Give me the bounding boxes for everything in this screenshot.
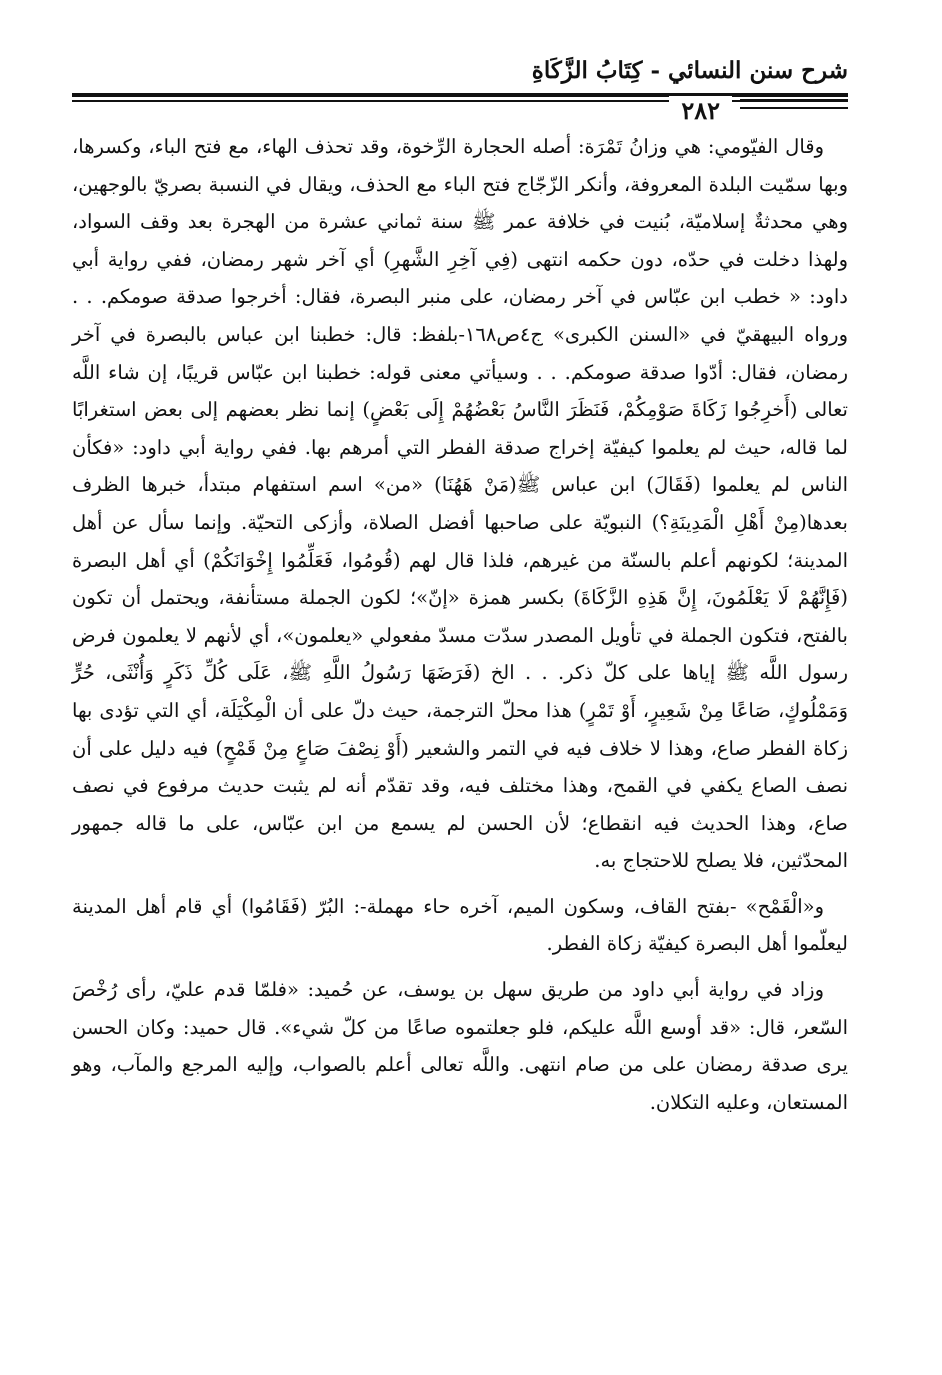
page-number: ٢٨٢ <box>669 96 732 126</box>
paragraph: وقال الفيّومي: هي وزانُ تَمْرَة: أصله الحجارة الرِّخوة، وقد تحذف الهاء، مع فتح الباء، وكسرها، وبها سمّيت البلدة المعروفة، وأنكر الزّجّاج فتح الباء مع الحذف، ويقال في النسبة بصريّ بالوجهين، وهي محدثةٌ إسلاميّة، بُنيت في خلافة عمر ﷺ سنة ثماني عشرة من الهجرة بعد وقف السواد، ولهذا دخلت في حدّه، دون حكمه انتهى (فِي آخِرِ الشَّهرِ) أي آخر شهر رمضان، ففي رواية أبي داود: « خطب ابن عبّاس في آخر رمضان، على منبر البصرة، فقال: أخرجوا صدقة صومكم. . . ورواه البيهقيّ في «السنن الكبرى» ج٤ص١٦٨-بلفظ: قال: خطبنا ابن عباس بالبصرة في آخر رمضان، فقال: أدّوا صدقة صومكم. . . وسيأتي معنى قوله: خطبنا ابن عبّاس قريبًا، إن شاء اللَّه تعالى (أَخرِجُوا زَكَاةَ صَوْمِكُمْ، فَنَظَرَ النَّاسُ بَعْضُهُمْ إِلَى بَعْضٍ) إنما نظر بعضهم إلى بعض استغرابًا لما قاله، حيث لم يعلموا كيفيّة إخراج صدقة الفطر التي أمرهم بها. ففي رواية أبي داود: «فكأن الناس لم يعلموا (فَقَالَ) ابن عباس ﷺ(مَنْ هَهُنَا) «من» اسم استفهام مبتدأ، خبرها الظرف بعدها(مِنْ أَهْلِ الْمَدِينَةِ؟) النبويّة على صاحبها أفضل الصلاة، وأزكى التحيّة. وإنما سأل عن أهل المدينة؛ لكونهم أعلم بالسنّة من غيرهم، فلذا قال لهم (قُومُوا، فَعَلِّمُوا إِخْوَانَكُمْ) أي أهل البصرة (فَإِنَّهُمْ لَا يَعْلَمُونَ، إِنَّ هَذِهِ الزَّكَاةَ) بكسر همزة «إنّ»؛ لكون الجملة مستأنفة، ويحتمل أن تكون بالفتح، فتكون الجملة في تأويل المصدر سدّت مسدّ مفعولي «يعلمون»، أي لأنهم لا يعلمون فرض رسول اللَّه ﷺ إياها على كلّ ذكر. . . الخ (فَرَضَهَا رَسُولُ اللَّهِ ﷺ، عَلَى كُلِّ ذَكَرٍ وَأُنْثَى، حُرٍّ وَمَمْلُوكٍ، صَاعًا مِنْ شَعِيرٍ، أَوْ تَمْرٍ) هذا محلّ الترجمة، حيث دلّ على أن الْمِكْيَلَة، أي التي تؤدى بها زكاة الفطر صاع، وهذا لا خلاف فيه في التمر والشعير (أَوْ نِصْفَ صَاعٍ مِنْ قَمْحٍ) فيه دليل على أن نصف الصاع يكفي في القمح، وهذا مختلف فيه، وقد تقدّم أنه لم يثبت حديث مرفوع في نصف صاع، وهذا الحديث فيه انقطاع؛ لأن الحسن لم يسمع من ابن عبّاس، على ما قاله جمهور المحدّثين، فلا يصلح للاحتجاج به. <box>72 135 849 873</box>
paragraph: وزاد في رواية أبي داود من طريق سهل بن يوسف، عن حُميد: «فلمّا قدم عليّ، رأى رُخْصَ السّعر، قال: «قد أوسع اللَّه عليكم، فلو جعلتموه صاعًا من كلّ شيء». قال حميد: وكان الحسن يرى صدقة رمضان على من صام انتهى. واللَّه تعالى أعلم بالصواب، وإليه المرجع والمآب، وهو المستعان، وعليه التكلان. <box>72 978 848 1114</box>
body-text <box>72 128 848 1121</box>
page-number-ornament <box>740 99 848 114</box>
running-header <box>72 52 848 96</box>
paragraph: و«الْقَمْح» -بفتح القاف، وسكون الميم، آخره حاء مهملة-: البُرّ (فَقَامُوا) أي قام أهل المدينة ليعلّموا أهل البصرة كيفيّة زكاة الفطر. <box>72 894 848 956</box>
running-title: شرح سنن النسائي - كِتَابُ الزَّكَاةِ <box>531 57 848 84</box>
